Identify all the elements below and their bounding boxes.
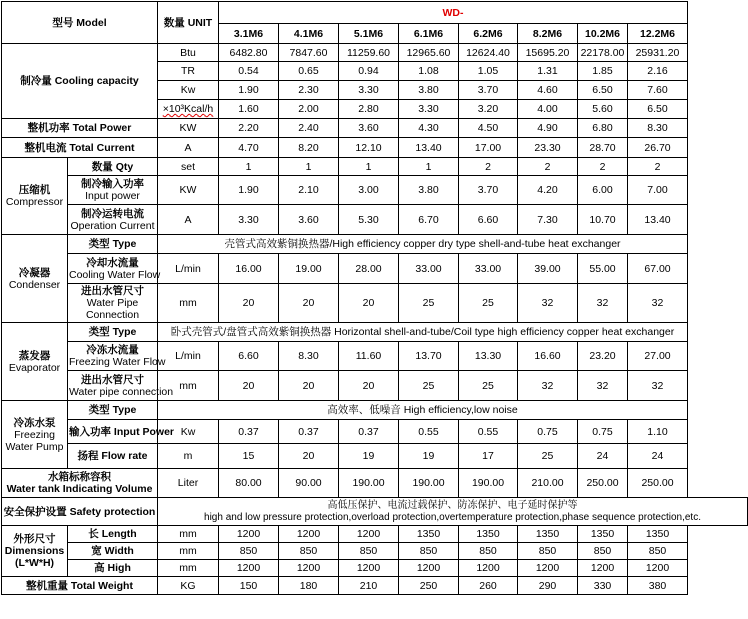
compressor-current-row (2, 205, 748, 235)
value-cell: 32 (578, 371, 628, 401)
value-cell: 13.70 (399, 342, 459, 371)
value-cell: 15695.20 (518, 44, 578, 62)
evaporator-flow-label-zh: 冷冻水流量 (86, 344, 139, 356)
value-cell: 2.20 (219, 119, 279, 138)
value-cell: 1.90 (219, 81, 279, 100)
evaporator-label (2, 323, 68, 401)
value-cell: 25 (518, 444, 578, 469)
value-cell: 6.60 (219, 342, 279, 371)
pump-label-en1: Freezing (14, 428, 55, 441)
value-cell: 15 (219, 444, 279, 469)
dimensions-label-en1: Dimensions (4, 545, 65, 557)
value-cell: 90.00 (279, 469, 339, 498)
weight-row (2, 577, 748, 595)
model-cell: 6.2M6 (459, 24, 518, 44)
value-cell: 13.30 (459, 342, 518, 371)
value-cell: 4.50 (459, 119, 518, 138)
condenser-pipe-label-zh: 进出水管尺寸 (81, 285, 144, 297)
value-cell: 850 (518, 543, 578, 560)
condenser-flow-row (2, 254, 748, 284)
value-cell: 150 (219, 577, 279, 595)
model-cell: 3.1M6 (219, 24, 279, 44)
value-cell: 3.30 (339, 81, 399, 100)
value-cell: 25931.20 (628, 44, 688, 62)
value-cell: 1200 (339, 560, 399, 577)
pump-power-row (2, 420, 748, 444)
value-cell: 11.60 (339, 342, 399, 371)
dim-length-label: 长 Length (68, 526, 158, 543)
value-cell: 1200 (518, 560, 578, 577)
value-cell: 1200 (578, 560, 628, 577)
unit-cell: set (158, 158, 219, 176)
evaporator-flow-row (2, 342, 748, 371)
value-cell: 2.80 (339, 100, 399, 119)
model-cell: 8.2M6 (518, 24, 578, 44)
value-cell: 2 (518, 158, 578, 176)
dimensions-label (2, 526, 68, 577)
value-cell: 210 (339, 577, 399, 595)
value-cell: 4.60 (518, 81, 578, 100)
condenser-pipe-label (68, 284, 158, 323)
value-cell: 1200 (279, 560, 339, 577)
value-cell: 20 (279, 371, 339, 401)
value-cell: 25 (459, 371, 518, 401)
condenser-type-label: 类型 Type (68, 235, 158, 254)
value-cell: 19 (339, 444, 399, 469)
value-cell: 8.30 (628, 119, 688, 138)
unit-cell (158, 100, 219, 119)
value-cell: 1350 (628, 526, 688, 543)
value-cell: 3.20 (459, 100, 518, 119)
compressor-power-row (2, 176, 748, 205)
unit-cell: KW (158, 119, 219, 138)
value-cell: 1200 (219, 526, 279, 543)
condenser-pipe-row (2, 284, 748, 323)
compressor-current-label (68, 205, 158, 235)
total-current-row (2, 138, 748, 158)
value-cell: 290 (518, 577, 578, 595)
value-cell: 7.60 (628, 81, 688, 100)
pump-flow-label: 扬程 Flow rate (68, 444, 158, 469)
value-cell: 25 (399, 371, 459, 401)
value-cell: 180 (279, 577, 339, 595)
value-cell: 330 (578, 577, 628, 595)
unit-cell: A (158, 138, 219, 158)
value-cell: 1200 (459, 560, 518, 577)
value-cell: 250.00 (628, 469, 688, 498)
value-cell: 4.70 (219, 138, 279, 158)
value-cell: 3.70 (459, 81, 518, 100)
value-cell: 32 (518, 371, 578, 401)
evaporator-pipe-row (2, 371, 748, 401)
value-cell: 0.65 (279, 62, 339, 81)
model-cell: 10.2M6 (578, 24, 628, 44)
value-cell: 1200 (399, 560, 459, 577)
value-cell: 850 (279, 543, 339, 560)
value-cell: 1350 (399, 526, 459, 543)
total-power-label: 整机功率 Total Power (2, 119, 158, 138)
dimensions-label-en2: (L*W*H) (14, 557, 55, 569)
value-cell: 12965.60 (399, 44, 459, 62)
header-unit-label: 数量 UNIT (158, 2, 219, 44)
value-cell: 850 (219, 543, 279, 560)
value-cell: 24 (628, 444, 688, 469)
value-cell: 5.60 (578, 100, 628, 119)
value-cell: 17 (459, 444, 518, 469)
value-cell: 850 (459, 543, 518, 560)
pump-type-label: 类型 Type (68, 401, 158, 420)
value-cell: 1200 (219, 560, 279, 577)
total-power-row (2, 119, 748, 138)
value-cell: 23.30 (518, 138, 578, 158)
value-cell: 80.00 (219, 469, 279, 498)
value-cell: 1.90 (219, 176, 279, 205)
value-cell: 190.00 (339, 469, 399, 498)
value-cell: 16.60 (518, 342, 578, 371)
value-cell: 2 (628, 158, 688, 176)
value-cell: 850 (339, 543, 399, 560)
value-cell: 5.30 (339, 205, 399, 235)
evaporator-type-row (2, 323, 748, 342)
dimensions-label-zh: 外形尺寸 (13, 533, 56, 545)
value-cell: 20 (279, 444, 339, 469)
condenser-flow-label-en: Cooling Water Flow (69, 268, 161, 281)
value-cell: 20 (219, 371, 279, 401)
value-cell: 17.00 (459, 138, 518, 158)
value-cell: 32 (628, 284, 688, 323)
value-cell: 6482.80 (219, 44, 279, 62)
compressor-power-label (68, 176, 158, 205)
unit-cell: Liter (158, 469, 219, 498)
value-cell: 28.00 (339, 254, 399, 284)
value-cell: 19 (399, 444, 459, 469)
value-cell: 55.00 (578, 254, 628, 284)
value-cell: 11259.60 (339, 44, 399, 62)
value-cell: 6.00 (578, 176, 628, 205)
unit-cell: Kw (158, 420, 219, 444)
value-cell: 1 (279, 158, 339, 176)
evaporator-pipe-label-zh: 进出水管尺寸 (81, 373, 144, 386)
value-cell: 2 (578, 158, 628, 176)
value-cell: 850 (399, 543, 459, 560)
value-cell: 4.90 (518, 119, 578, 138)
total-current-label: 整机电流 Total Current (2, 138, 158, 158)
pump-power-label: 输入功率 Input Power (68, 420, 158, 444)
value-cell: 190.00 (459, 469, 518, 498)
dim-length-row (2, 526, 748, 543)
value-cell: 6.80 (578, 119, 628, 138)
condenser-type-row (2, 235, 748, 254)
pump-label (2, 401, 68, 469)
value-cell: 1 (399, 158, 459, 176)
value-cell: 16.00 (219, 254, 279, 284)
condenser-pipe-label-en2: Connection (85, 309, 140, 321)
value-cell: 4.00 (518, 100, 578, 119)
value-cell: 260 (459, 577, 518, 595)
value-cell: 0.75 (518, 420, 578, 444)
unit-cell: mm (158, 526, 219, 543)
header-model-label: 型号 Model (2, 2, 158, 44)
unit-cell: L/min (158, 342, 219, 371)
value-cell: 32 (518, 284, 578, 323)
compressor-current-label-zh: 制冷运转电流 (81, 207, 144, 220)
value-cell: 6.60 (459, 205, 518, 235)
cooling-row-btu (2, 44, 748, 62)
value-cell: 4.20 (518, 176, 578, 205)
tank-label-en: Water tank Indicating Volume (6, 483, 153, 495)
value-cell: 0.37 (219, 420, 279, 444)
condenser-pipe-label-en1: Water Pipe (86, 297, 139, 309)
value-cell: 250.00 (578, 469, 628, 498)
value-cell: 20 (339, 371, 399, 401)
dim-width-label: 宽 Width (68, 543, 158, 560)
pump-type-value: 高效率、低噪音 High efficiency,low noise (158, 401, 688, 420)
pump-flow-row (2, 444, 748, 469)
value-cell: 0.55 (399, 420, 459, 444)
tank-row (2, 469, 748, 498)
value-cell: 2.40 (279, 119, 339, 138)
cooling-label: 制冷量 Cooling capacity (2, 44, 158, 119)
value-cell: 6.50 (628, 100, 688, 119)
value-cell: 13.40 (628, 205, 688, 235)
header-series: WD- (219, 2, 688, 24)
value-cell: 4.30 (399, 119, 459, 138)
safety-value-zh: 高低压保护、电流过载保护、防冻保护、电子延时保护等 (327, 499, 578, 511)
value-cell: 0.75 (578, 420, 628, 444)
value-cell: 1.31 (518, 62, 578, 81)
compressor-qty-row (2, 158, 748, 176)
value-cell: 1 (219, 158, 279, 176)
value-cell: 2.30 (279, 81, 339, 100)
value-cell: 3.30 (399, 100, 459, 119)
value-cell: 190.00 (399, 469, 459, 498)
evaporator-type-label: 类型 Type (68, 323, 158, 342)
value-cell: 3.70 (459, 176, 518, 205)
value-cell: 1 (339, 158, 399, 176)
value-cell: 22178.00 (578, 44, 628, 62)
value-cell: 1.60 (219, 100, 279, 119)
value-cell: 3.80 (399, 176, 459, 205)
spec-table (1, 1, 748, 595)
unit-cell: m (158, 444, 219, 469)
model-cell: 4.1M6 (279, 24, 339, 44)
model-cell: 6.1M6 (399, 24, 459, 44)
unit-cell: TR (158, 62, 219, 81)
kcal-unit-text: ×10³Kcal/h (162, 103, 214, 115)
value-cell: 10.70 (578, 205, 628, 235)
value-cell: 3.60 (339, 119, 399, 138)
value-cell: 1200 (279, 526, 339, 543)
pump-label-zh: 冷冻水泵 (13, 416, 56, 429)
model-cell: 12.2M6 (628, 24, 688, 44)
value-cell: 20 (279, 284, 339, 323)
value-cell: 19.00 (279, 254, 339, 284)
value-cell: 7.00 (628, 176, 688, 205)
value-cell: 0.55 (459, 420, 518, 444)
safety-label: 安全保护设置 Safety protection (2, 498, 158, 526)
value-cell: 0.94 (339, 62, 399, 81)
unit-cell: mm (158, 371, 219, 401)
value-cell: 26.70 (628, 138, 688, 158)
tank-label-zh: 水箱标称容积 (48, 471, 111, 483)
value-cell: 0.37 (279, 420, 339, 444)
value-cell: 32 (578, 284, 628, 323)
unit-cell: mm (158, 560, 219, 577)
value-cell: 8.30 (279, 342, 339, 371)
condenser-label (2, 235, 68, 323)
value-cell: 3.00 (339, 176, 399, 205)
safety-row (2, 498, 748, 526)
value-cell: 27.00 (628, 342, 688, 371)
value-cell: 12.10 (339, 138, 399, 158)
compressor-label (2, 158, 68, 235)
unit-cell: L/min (158, 254, 219, 284)
weight-label: 整机重量 Total Weight (2, 577, 158, 595)
value-cell: 850 (628, 543, 688, 560)
compressor-power-label-zh: 制冷输入功率 (81, 178, 144, 190)
value-cell: 20 (339, 284, 399, 323)
safety-value-en: high and low pressure protection,overload protection,overtemperature protection,phase sequence protection,etc. (204, 511, 701, 523)
evaporator-label-zh: 蒸发器 (18, 349, 51, 362)
value-cell: 32 (628, 371, 688, 401)
condenser-type-value: 壳管式高效紫铜换热器/High efficiency copper dry type shell-and-tube heat exchanger (158, 235, 688, 254)
unit-cell: A (158, 205, 219, 235)
value-cell: 13.40 (399, 138, 459, 158)
safety-value (158, 498, 748, 526)
value-cell: 0.54 (219, 62, 279, 81)
value-cell: 0.37 (339, 420, 399, 444)
model-cell: 5.1M6 (339, 24, 399, 44)
value-cell: 1350 (578, 526, 628, 543)
dim-height-label: 高 High (68, 560, 158, 577)
compressor-label-en: Compressor (5, 196, 64, 208)
value-cell: 7.30 (518, 205, 578, 235)
value-cell: 3.80 (399, 81, 459, 100)
condenser-flow-label (68, 254, 161, 284)
value-cell: 3.30 (219, 205, 279, 235)
value-cell: 1.05 (459, 62, 518, 81)
value-cell: 2.10 (279, 176, 339, 205)
value-cell: 1200 (628, 560, 688, 577)
tank-label (2, 469, 158, 498)
value-cell: 1.10 (628, 420, 688, 444)
compressor-power-label-en: Input power (85, 190, 140, 202)
unit-cell: mm (158, 284, 219, 323)
evaporator-pipe-label (68, 371, 174, 401)
value-cell: 39.00 (518, 254, 578, 284)
condenser-label-zh: 冷凝器 (18, 266, 51, 279)
value-cell: 23.20 (578, 342, 628, 371)
unit-cell: Kw (158, 81, 219, 100)
value-cell: 1350 (518, 526, 578, 543)
pump-type-row (2, 401, 748, 420)
value-cell: 8.20 (279, 138, 339, 158)
unit-cell: mm (158, 543, 219, 560)
compressor-label-zh: 压缩机 (18, 184, 51, 196)
value-cell: 1200 (339, 526, 399, 543)
value-cell: 25 (399, 284, 459, 323)
value-cell: 24 (578, 444, 628, 469)
value-cell: 380 (628, 577, 688, 595)
value-cell: 20 (219, 284, 279, 323)
unit-cell: KG (158, 577, 219, 595)
evaporator-label-en: Evaporator (8, 361, 61, 374)
pump-label-en2: Water Pump (5, 440, 64, 453)
evaporator-pipe-label-en: Water pipe connection (69, 385, 174, 398)
value-cell: 6.70 (399, 205, 459, 235)
unit-cell: KW (158, 176, 219, 205)
value-cell: 1350 (459, 526, 518, 543)
value-cell: 1.85 (578, 62, 628, 81)
value-cell: 850 (578, 543, 628, 560)
evaporator-flow-label (68, 342, 166, 371)
value-cell: 2.00 (279, 100, 339, 119)
dim-height-row (2, 560, 748, 577)
compressor-qty-label: 数量 Qty (68, 158, 158, 176)
value-cell: 6.50 (578, 81, 628, 100)
value-cell: 1.08 (399, 62, 459, 81)
value-cell: 2.16 (628, 62, 688, 81)
value-cell: 67.00 (628, 254, 688, 284)
condenser-flow-label-zh: 冷却水流量 (86, 256, 139, 269)
value-cell: 12624.40 (459, 44, 518, 62)
value-cell: 33.00 (459, 254, 518, 284)
value-cell: 2 (459, 158, 518, 176)
unit-cell: Btu (158, 44, 219, 62)
value-cell: 210.00 (518, 469, 578, 498)
evaporator-flow-label-en: Freezing Water Flow (69, 356, 166, 368)
evaporator-type-value: 卧式壳管式/盘管式高效紫铜换热器 Horizontal shell-and-tube/Coil type high efficiency copper heat exchanger (158, 323, 688, 342)
value-cell: 7847.60 (279, 44, 339, 62)
value-cell: 33.00 (399, 254, 459, 284)
value-cell: 250 (399, 577, 459, 595)
value-cell: 28.70 (578, 138, 628, 158)
value-cell: 3.60 (279, 205, 339, 235)
dim-width-row (2, 543, 748, 560)
compressor-current-label-en: Operation Current (70, 219, 155, 232)
value-cell: 25 (459, 284, 518, 323)
condenser-label-en: Condenser (8, 278, 61, 291)
